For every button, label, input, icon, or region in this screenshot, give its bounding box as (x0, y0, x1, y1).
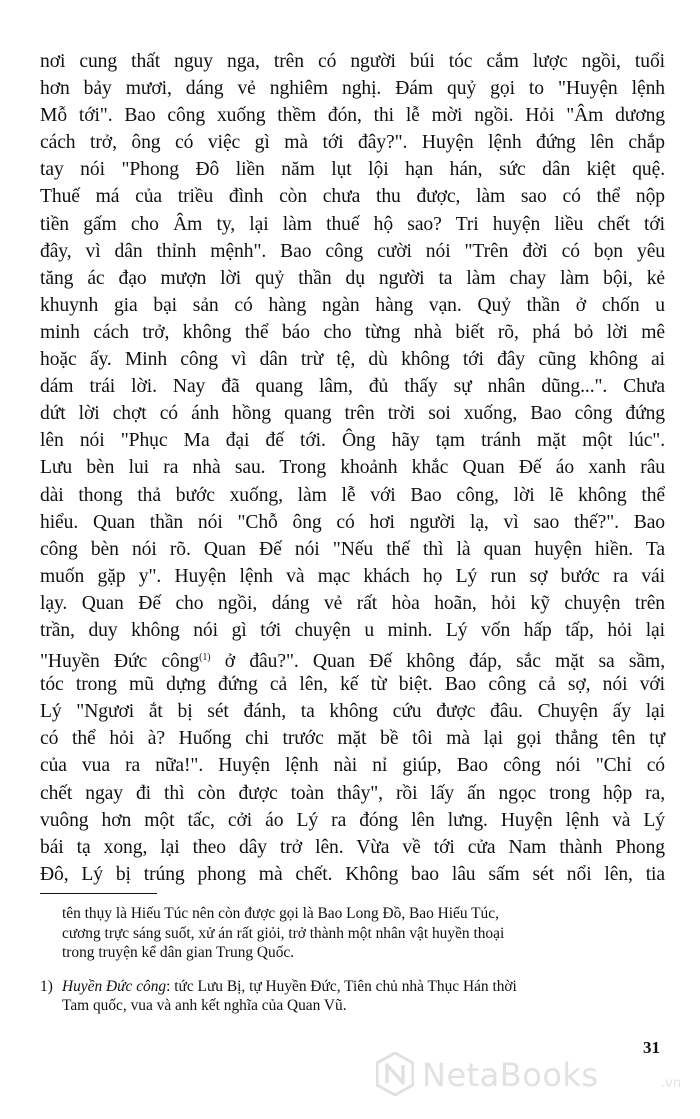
text-line: chết ngay đi thì còn được toàn thây", rồi lấy ấn ngọc trong hộp ra, (40, 782, 665, 804)
footnote-divider (40, 893, 157, 894)
text-line: Đô, Lý bị trúng phong mà chết. Không bao lâu sấm sét nổi lên, tia (40, 863, 665, 885)
text-line: tay nói "Phong Đô liền năm lụt lội hạn hán, sức dân kiệt quệ. (40, 159, 665, 181)
footnote-1 (40, 977, 665, 997)
body-text (40, 48, 665, 888)
text-line: dám trái lời. Nay đã quang lâm, đủ thấy sự nhân dũng...". Chưa (40, 376, 665, 398)
footnote-marker: 1) (40, 977, 53, 995)
watermark-brand: NetaBooks (422, 1056, 599, 1094)
text-line: tóc trong mũ dựng đứng cả lên, kế từ biệt. Bao công cả sợ, nói với (40, 674, 665, 696)
footnote-line: tên thụy là Hiếu Túc nên còn được gọi là Bao Long Đồ, Bao Hiếu Túc, (62, 905, 499, 922)
footnote-text: : tức Lưu Bị, tự Huyền Đức, Tiên chủ nhà Thục Hán thời (166, 977, 517, 995)
text-segment: "Huyền Đức công (40, 651, 200, 673)
text-line: tiền gấm cho Âm ty, lại làm thuế hộ sao? Tri huyện liều chết tới (40, 213, 665, 235)
text-line: Mỗ tới". Bao công xuống thềm đón, thi lễ mời ngồi. Hỏi "Âm dương (40, 105, 665, 127)
text-line: của vua ra nữa!". Huyện lệnh nài nỉ giúp, Bao công nói "Chỉ có (40, 755, 665, 777)
text-line: lên nói "Phục Ma đại đế tới. Ông hãy tạm tránh mặt một lúc". (40, 430, 665, 452)
watermark (376, 1050, 696, 1110)
watermark-suffix: .vn (661, 1076, 682, 1091)
text-line: khuynh gia bại sản có hàng ngàn hàng vạn. Quỷ thần ở chốn u (40, 294, 665, 316)
text-line: tăng ác đạo mượn lời quỷ thần dụ người ta làm chay làm bội, kẻ (40, 267, 665, 289)
text-segment: ở đâu?". Quan Đế không đáp, sắc mặt sa sầm, (210, 651, 665, 673)
text-line: dứt lời chợt có ánh hồng quang trên trời soi xuống, Bao công đứng (40, 403, 665, 425)
footnote-line: trong truyện kể dân gian Trung Quốc. (62, 944, 295, 962)
text-line: nơi cung thất nguy nga, trên có người búi tóc cắm lược ngồi, tuổi (40, 51, 665, 72)
text-line: bái tạ xong, lại theo dây trở lên. Vừa về tới cửa Nam thành Phong (40, 836, 665, 858)
footnote-spacer (40, 963, 665, 977)
footnote-term: Huyền Đức công (62, 977, 167, 995)
footnote-reference[interactable]: (1) (199, 652, 211, 664)
text-line: Lưu bèn lui ra nhà sau. Trong khoảnh khắc Quan Đế áo xanh râu (40, 457, 665, 479)
text-line: hoặc ấy. Minh công vì dân trừ tệ, dù không tới đây cũng không ai (40, 349, 665, 371)
text-line: lạy. Quan Đế cho ngồi, dáng vẻ rất hòa hoãn, hỏi kỹ chuyện trên (40, 592, 665, 614)
text-line: đây, vì dân thỉnh mệnh". Bao công cười nói "Trên đời có bọn yêu (40, 240, 665, 262)
text-line: cách trở, ông có việc gì mà tới đây?". Huyện lệnh đứng lên chắp (40, 132, 665, 154)
text-line: minh cách trở, không thể báo cho từng nhà biết rõ, phá bỏ lời mê (40, 321, 665, 343)
text-line: muốn gặp y". Huyện lệnh và mạc khách họ Lý run sợ bước ra vái (40, 565, 665, 587)
netabooks-logo-icon (376, 1052, 414, 1096)
text-line: hơn bảy mươi, dáng vẻ nghiêm nghị. Đám quỷ gọi to "Huyện lệnh (40, 78, 665, 100)
text-line: Lý "Ngươi ắt bị sét đánh, ta không cứu được đâu. Chuyện ấy lại (40, 701, 665, 723)
text-line: vuông hơn một tấc, cởi áo Lý ra đóng lên lưng. Huyện lệnh và Lý (40, 809, 665, 831)
text-line: hiểu. Quan thần nói "Chỗ ông có hơi người lạ, vì sao thế?". Bao (40, 511, 665, 533)
text-line-with-footnote (40, 644, 665, 671)
text-line: Thuế má của triều đình còn chưa thu được, làm sao có thể nộp (40, 186, 665, 208)
footnote-line: cương trực sáng suốt, xử án rất giỏi, trở thành một nhân vật huyền thoại (62, 924, 505, 942)
text-line: dài thong thả bước xuống, làm lễ với Bao công, lời lẽ không thể (40, 484, 665, 506)
footnotes (40, 904, 665, 1016)
text-line: trần, duy không nói gì tới chuyện u minh. Lý vốn hấp tấp, hỏi lại (40, 619, 665, 641)
text-line: công bèn nói rõ. Quan Đế nói "Nếu thế thì là quan huyện hiền. Ta (40, 538, 665, 560)
page-number: 31 (643, 1038, 660, 1057)
footnote-line: Tam quốc, vua và anh kết nghĩa của Quan Vũ. (62, 997, 347, 1015)
text-line: có thể hỏi à? Huống chi trước mặt bề tôi mà lại gọi thẳng tên tự (40, 728, 665, 750)
